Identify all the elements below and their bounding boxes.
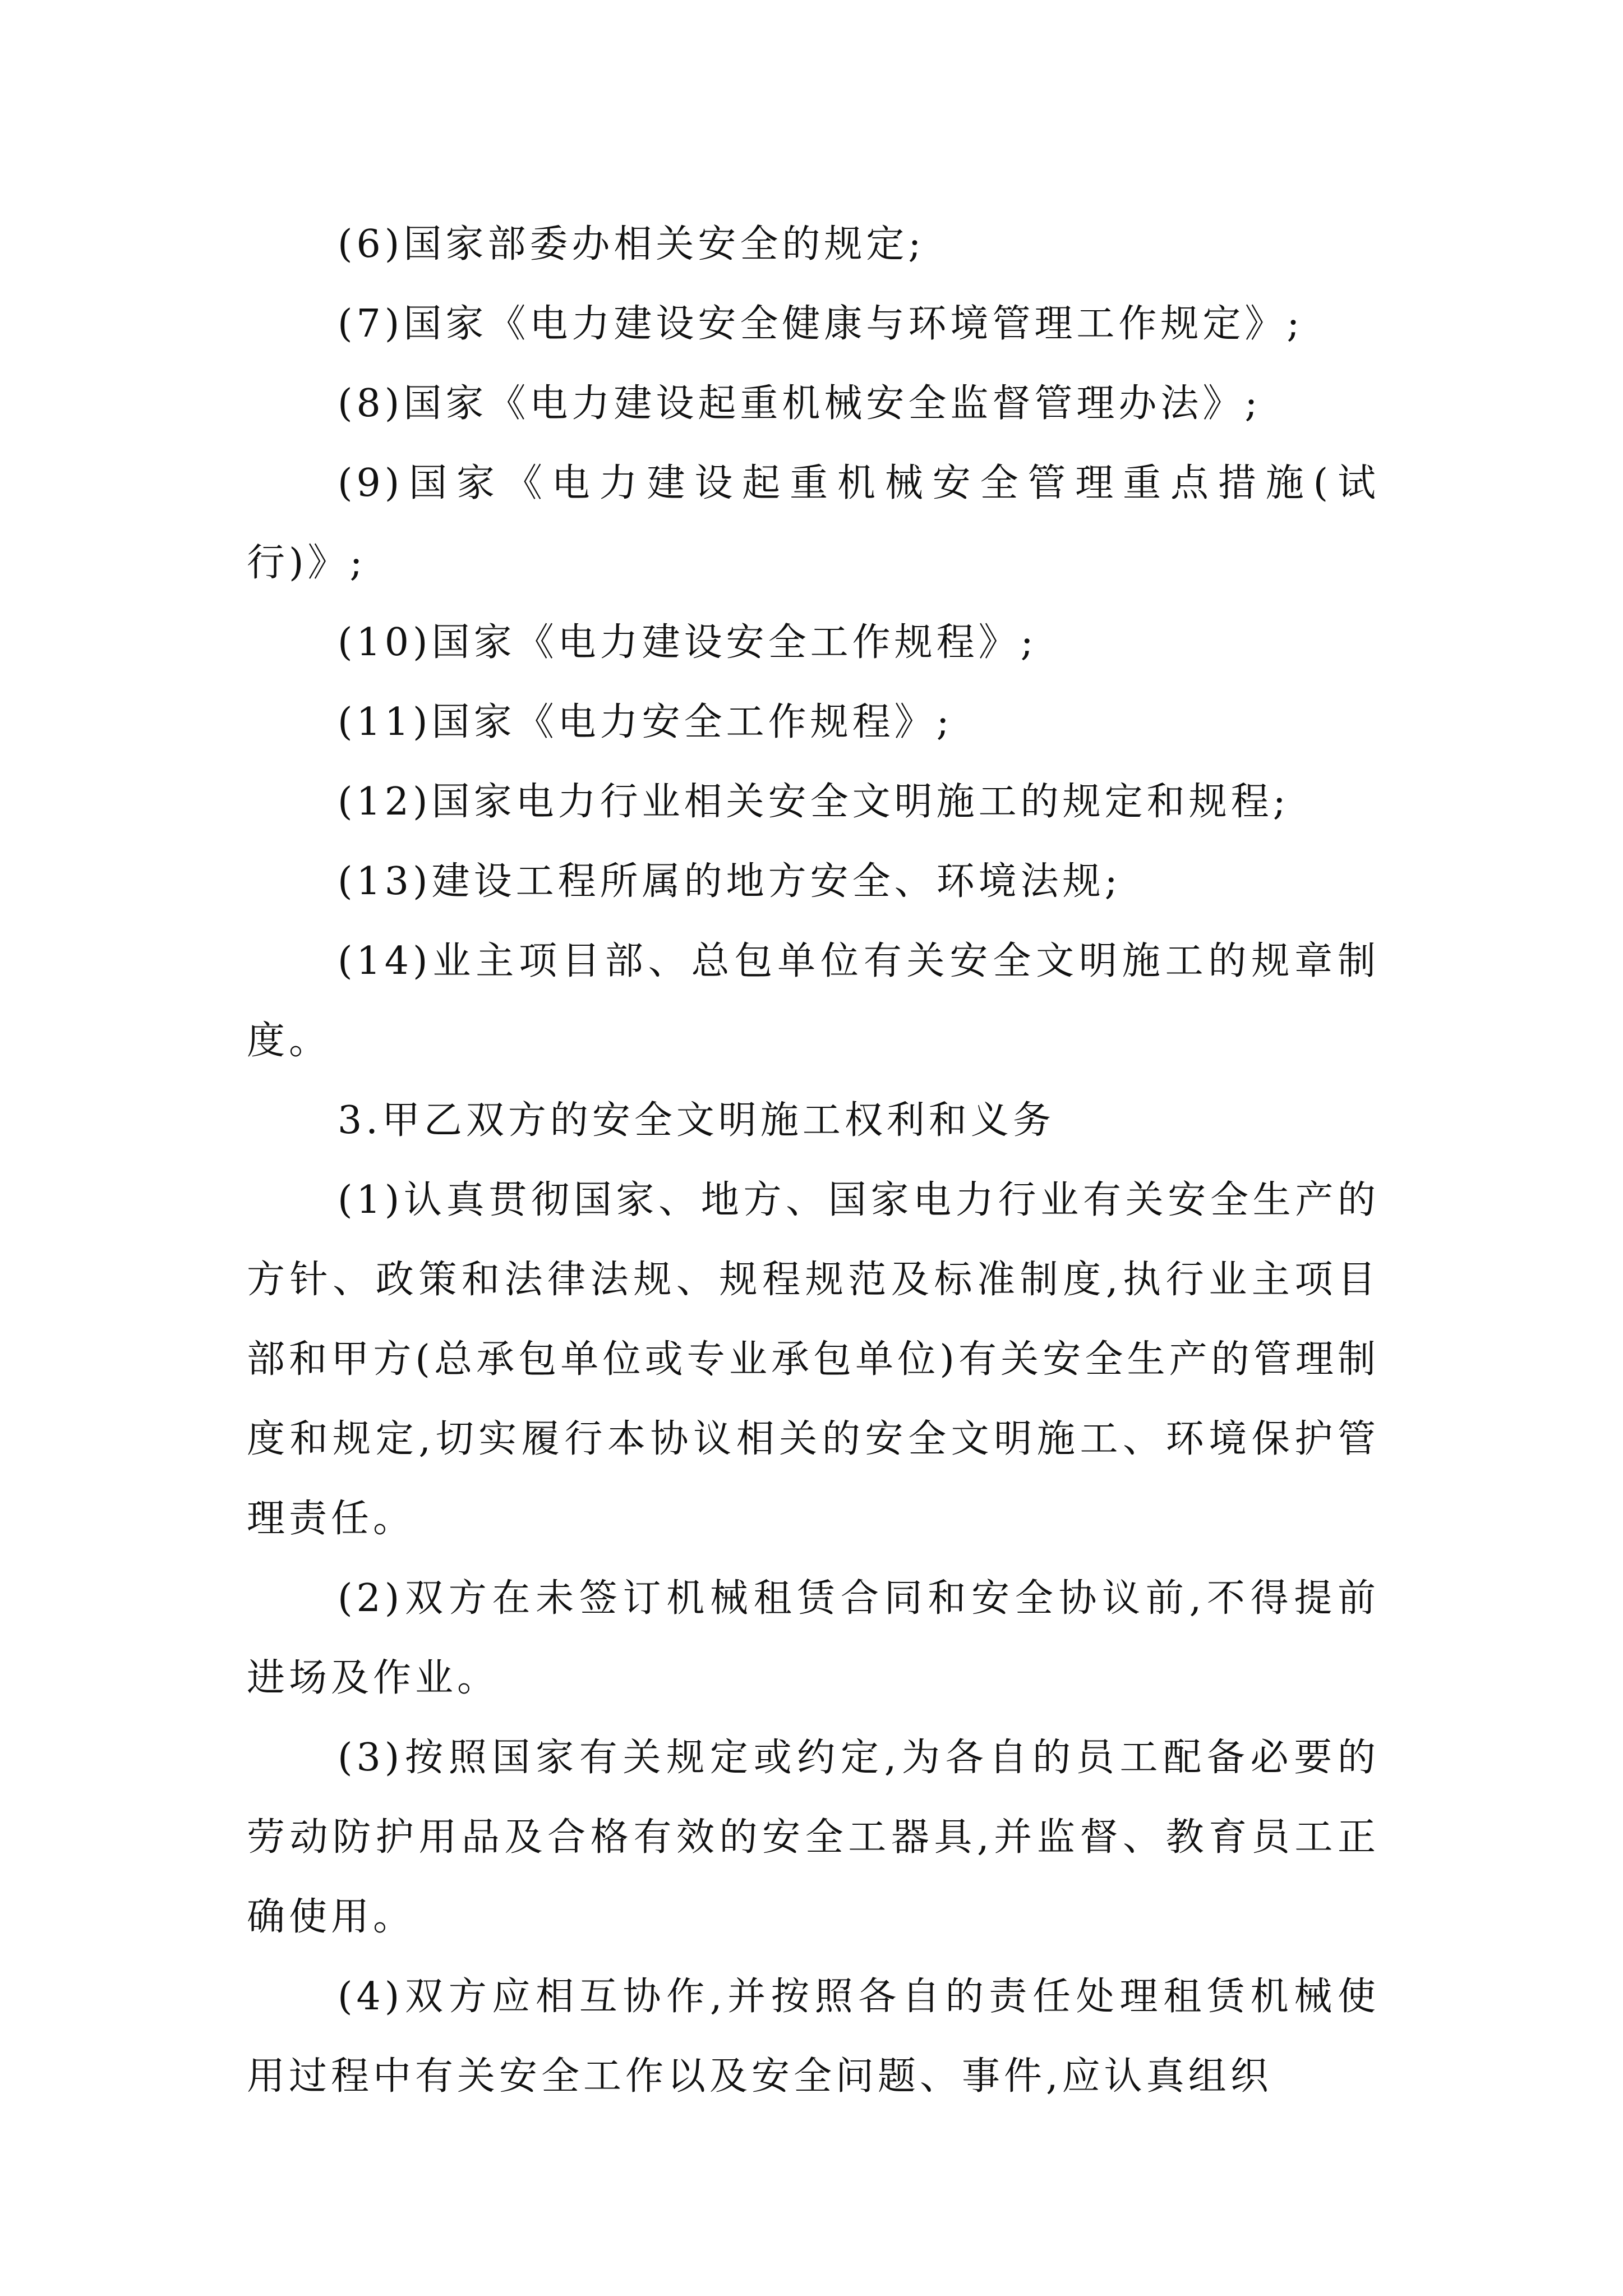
paragraph-item-14: (14)业主项目部、总包单位有关安全文明施工的规章制度。 [247,939,1380,1063]
paragraph-item-10: (10)国家《电力建设安全工作规程》; [338,620,1038,665]
section-heading-3: 3.甲乙双方的安全文明施工权利和义务 [338,1098,1055,1143]
document-body [247,205,1380,2116]
obligation-item-3: (3)按照国家有关规定或约定,为各自的员工配备必要的劳动防护用品及合格有效的安全工器具,并监督、教育员工正确使用。 [247,1736,1380,1939]
obligation-item-1: (1)认真贯彻国家、地方、国家电力行业有关安全生产的方针、政策和法律法规、规程规范及标准制度,执行业主项目部和甲方(总承包单位或专业承包单位)有关安全生产的管理制度和规定,切实履行本协议相关的安全文明施工、环境保护管理责任。 [247,1178,1380,1541]
paragraph-item-13: (13)建设工程所属的地方安全、环境法规; [338,859,1122,904]
paragraph-item-12: (12)国家电力行业相关安全文明施工的规定和规程; [338,780,1290,824]
paragraph-item-9: (9)国家《电力建设起重机械安全管理重点措施(试行)》; [247,461,1380,585]
paragraph-item-6: (6)国家部委办相关安全的规定; [338,222,925,266]
obligation-item-2: (2)双方在未签订机械租赁合同和安全协议前,不得提前进场及作业。 [247,1576,1380,1700]
paragraph-item-7: (7)国家《电力建设安全健康与环境管理工作规定》; [338,302,1304,346]
obligation-item-4: (4)双方应相互协作,并按照各自的责任处理租赁机械使用过程中有关安全工作以及安全问题、事件,应认真组织 [247,1975,1380,2099]
paragraph-item-11: (11)国家《电力安全工作规程》; [338,700,953,744]
paragraph-item-8: (8)国家《电力建设起重机械安全监督管理办法》; [338,381,1262,426]
